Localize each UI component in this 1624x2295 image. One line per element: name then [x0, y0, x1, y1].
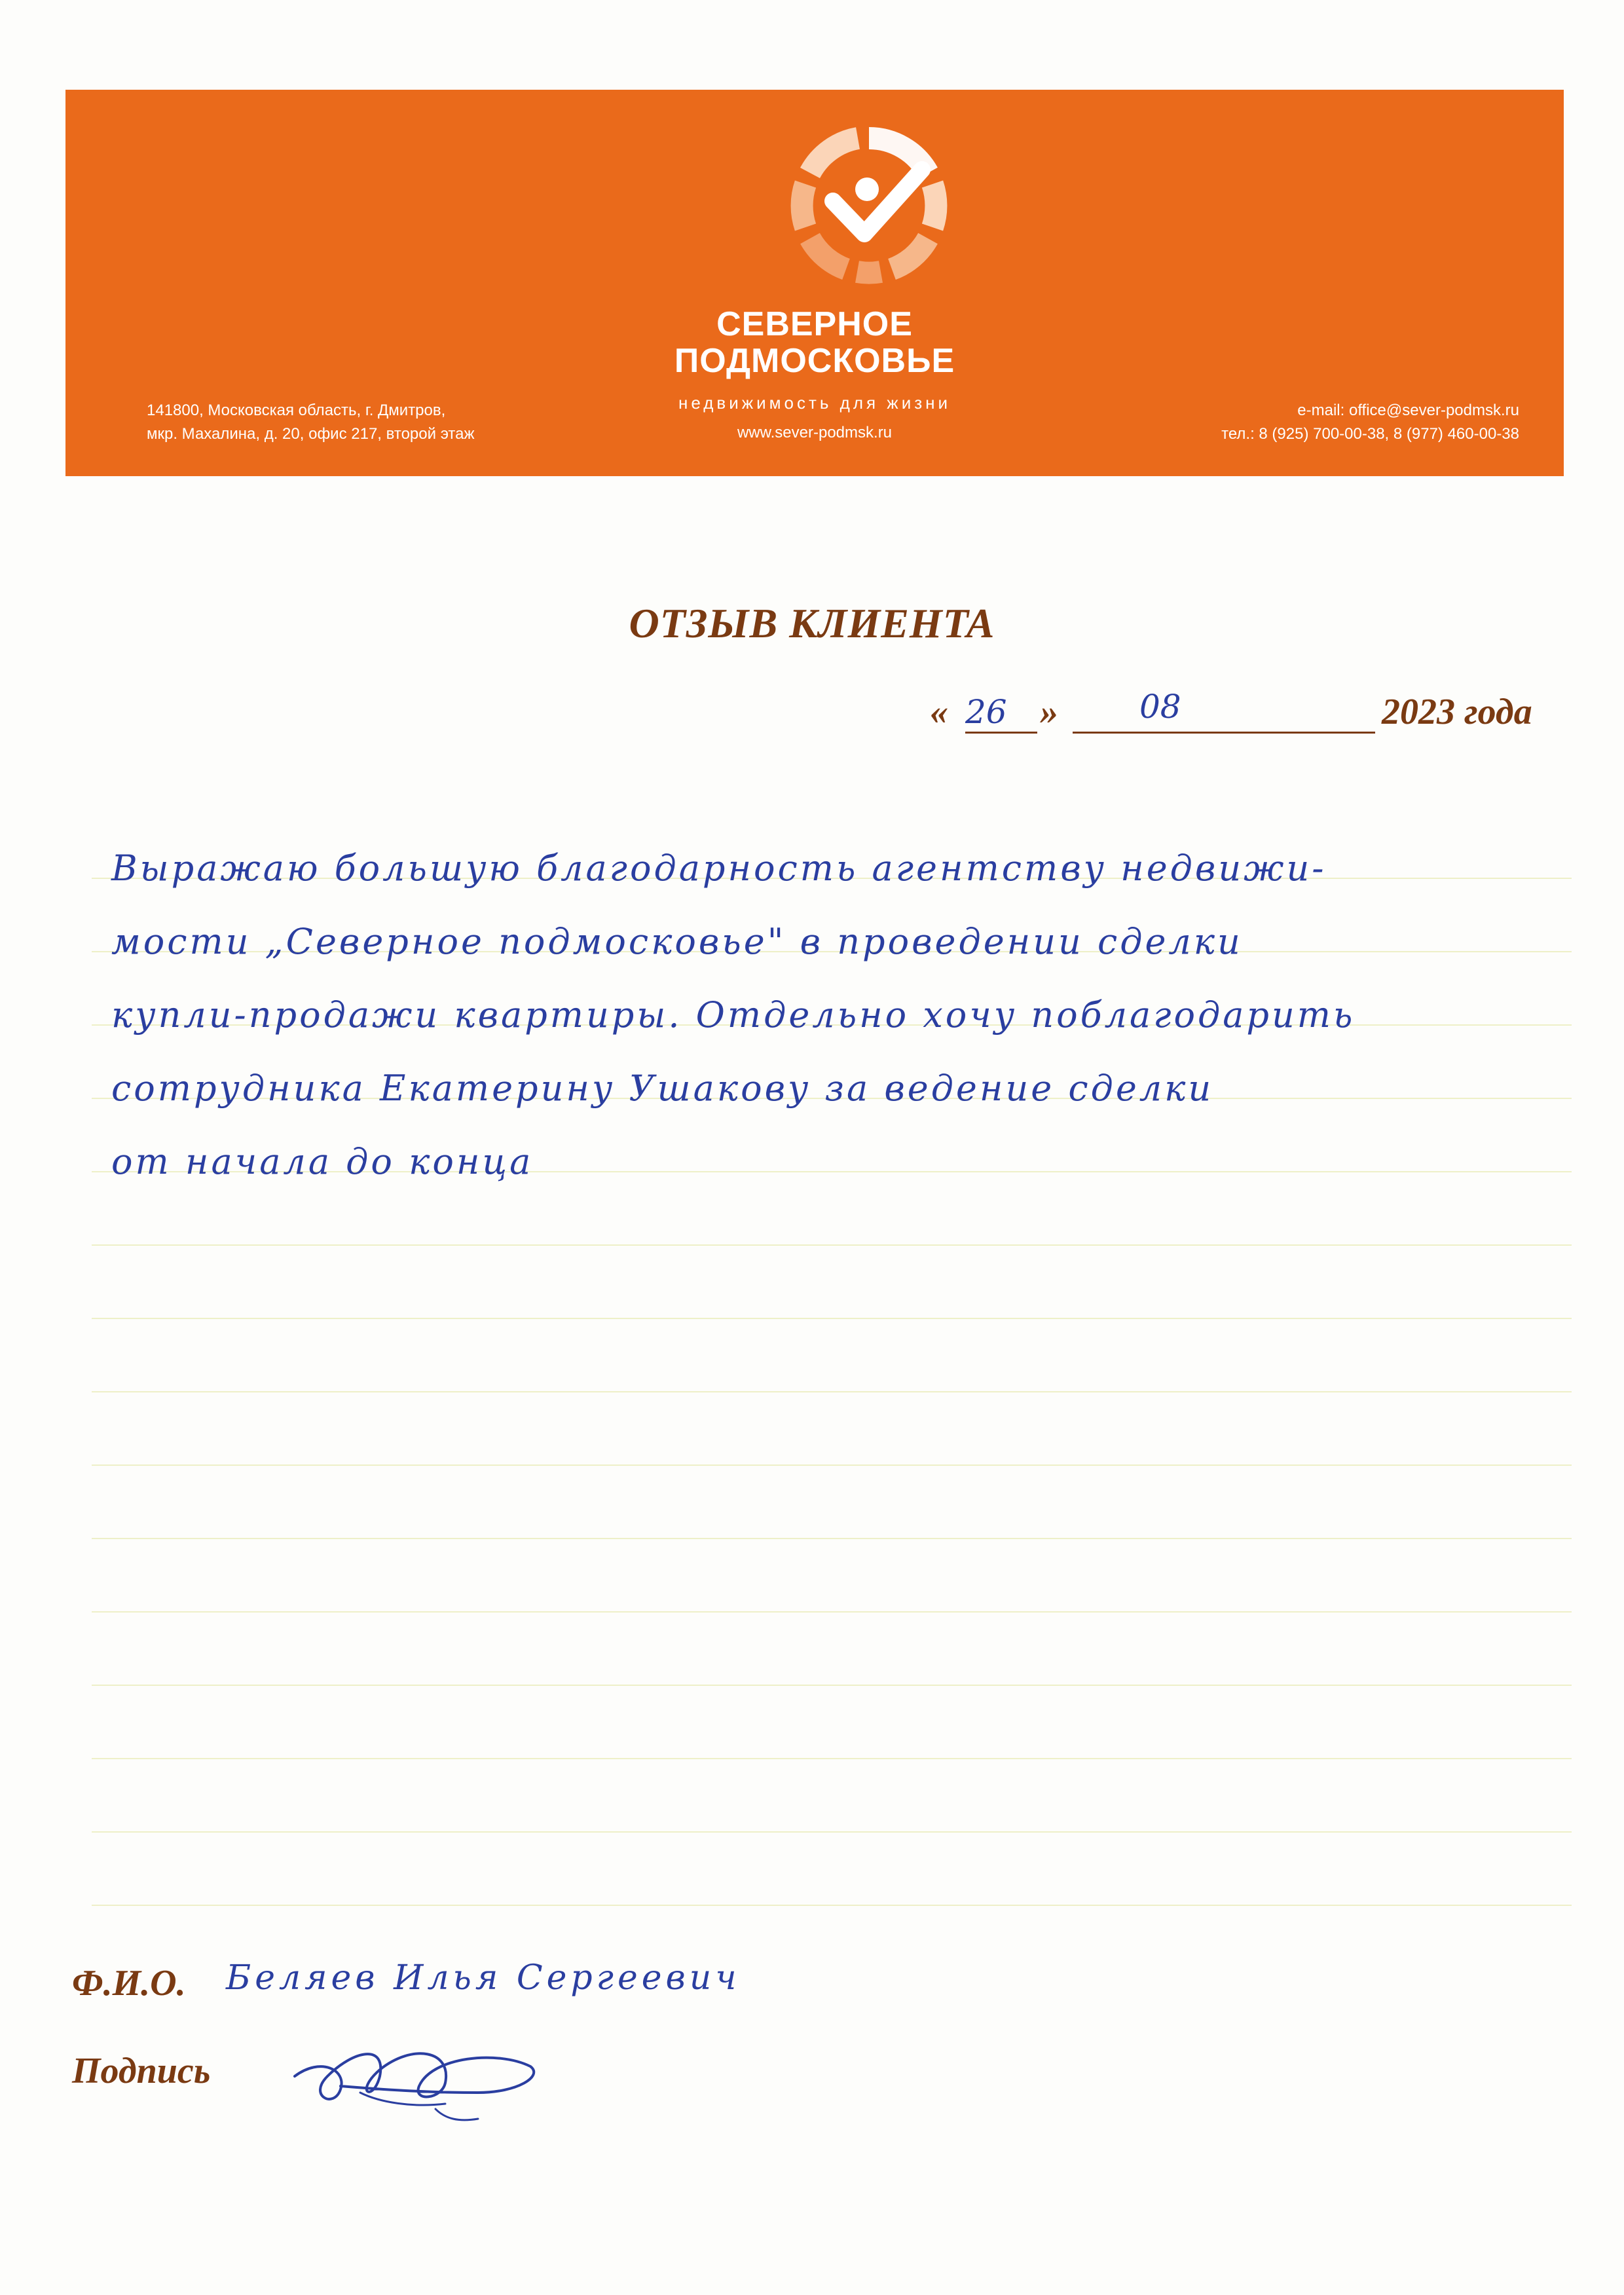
- ruled-line: [92, 1391, 1572, 1392]
- review-line: сотрудника Екатерину Ушакову за ведение сделки: [111, 1068, 1214, 1109]
- email-text: e-mail: office@sever-podmsk.ru: [1297, 401, 1519, 419]
- ruled-line: [92, 1244, 1572, 1246]
- ruled-line: [92, 1318, 1572, 1319]
- check-in-ring-logo: [787, 124, 951, 288]
- company-contacts: [1221, 399, 1519, 446]
- fio-label: Ф.И.О.: [72, 1963, 186, 2004]
- address-line: мкр. Махалина, д. 20, офис 217, второй этаж: [147, 425, 475, 443]
- month-underline: [1073, 732, 1375, 734]
- ruled-line: [92, 1685, 1572, 1686]
- ruled-line: [92, 1758, 1572, 1759]
- ruled-line: [92, 1611, 1572, 1613]
- review-text: [111, 832, 1565, 1199]
- handwritten-day: 26: [965, 693, 1007, 731]
- ruled-line: [92, 1905, 1572, 1906]
- handwritten-month: 08: [1139, 688, 1181, 726]
- phone-text: тел.: 8 (925) 700-00-38, 8 (977) 460-00-38: [1221, 425, 1519, 443]
- company-address: [147, 399, 475, 446]
- review-line: Выражаю большую благодарность агентству недвижи-: [111, 848, 1327, 889]
- form-title: ОТЗЫВ КЛИЕНТА: [629, 600, 995, 646]
- signature-label: Подпись: [72, 2051, 211, 2091]
- date-line: [930, 691, 1559, 743]
- date-open-quote: «: [930, 692, 948, 732]
- fio-value: Беляев Илья Сергеевич: [226, 1958, 741, 1998]
- ruled-line: [92, 1831, 1572, 1833]
- website-link[interactable]: www.sever-podmsk.ru: [737, 424, 893, 441]
- ruled-line: [92, 1465, 1572, 1466]
- day-underline: [965, 732, 1037, 734]
- date-year: 2023 года: [1382, 692, 1532, 732]
- date-close-quote: »: [1040, 692, 1058, 732]
- address-line: 141800, Московская область, г. Дмитров,: [147, 401, 446, 419]
- ruled-line: [92, 1538, 1572, 1539]
- brand-tagline: недвижимость для жизни: [678, 393, 951, 413]
- review-line: от начала до конца: [111, 1141, 534, 1182]
- brand-name-line2: ПОДМОСКОВЬЕ: [674, 342, 955, 380]
- brand-name-line1: СЕВЕРНОЕ: [716, 305, 913, 343]
- signature-mark: [282, 2030, 557, 2129]
- review-line: купли-продажи квартиры. Отдельно хочу поблагодарить: [111, 994, 1356, 1036]
- letterhead-banner: [65, 90, 1564, 476]
- review-line: мости „Северное подмосковье" в проведении сделки: [111, 921, 1243, 962]
